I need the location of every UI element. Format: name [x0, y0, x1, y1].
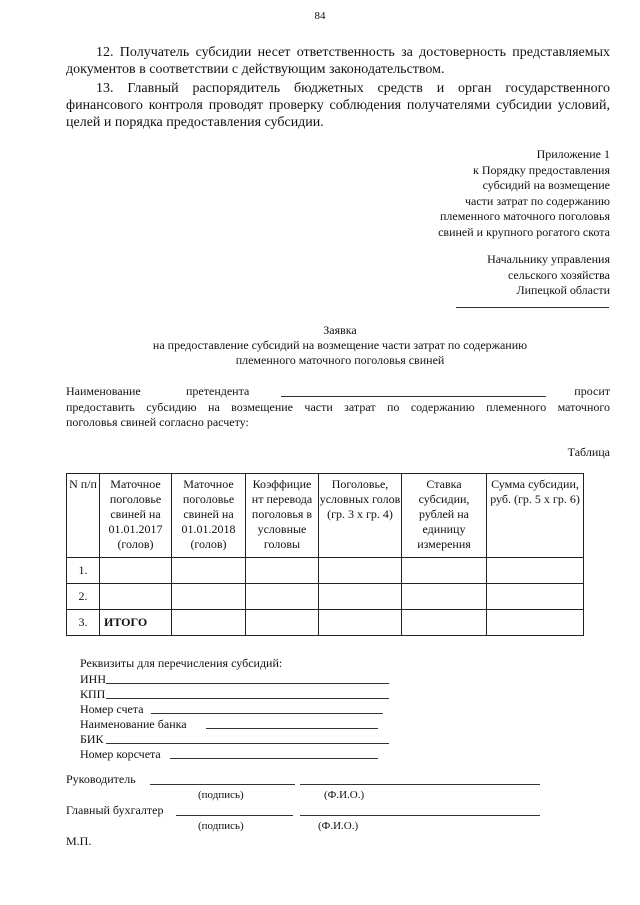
request-word: просит	[574, 384, 610, 398]
table-header: Маточное поголовье свиней на 01.01.2017 (голов)	[100, 474, 172, 558]
signature-hint: (подпись)	[198, 789, 244, 801]
table-header-row	[67, 474, 584, 558]
table-cell[interactable]	[172, 558, 246, 584]
applicant-name-field[interactable]	[281, 396, 546, 397]
requisites-title: Реквизиты для перечисления субсидий:	[80, 656, 283, 670]
request-line-3: поголовья свиней согласно расчету:	[66, 415, 249, 429]
requisite-kpp	[80, 687, 105, 702]
appendix-line: свиней и крупного рогатого скота	[438, 224, 610, 239]
table-header: N п/п	[67, 474, 100, 558]
table-cell[interactable]	[100, 558, 172, 584]
corr-account-field[interactable]	[170, 758, 378, 759]
addressee-line: Липецкой области	[516, 283, 610, 297]
table-header: Маточное поголовье свиней на 01.01.2018 (голов)	[172, 474, 246, 558]
head-label: Руководитель	[66, 772, 136, 786]
requisite-bank	[80, 717, 187, 732]
request-line-2: предоставить субсидию на возмещение части затрат по содержанию племенного маточного	[66, 400, 610, 414]
bank-name-field[interactable]	[206, 728, 378, 729]
row-number: 2.	[67, 584, 100, 610]
appendix-note	[330, 147, 610, 240]
bik-field[interactable]	[106, 743, 389, 744]
document-title	[60, 323, 620, 368]
page-number: 84	[314, 10, 326, 22]
table-cell[interactable]	[319, 610, 402, 636]
requisite-label: Номер счета	[80, 702, 144, 716]
table-cell[interactable]	[246, 584, 319, 610]
table-cell[interactable]	[402, 558, 487, 584]
row-number: 3.	[67, 610, 100, 636]
table-cell[interactable]	[487, 610, 584, 636]
requisite-account	[80, 702, 144, 717]
table-header: Поголовье, условных голов (гр. 3 x гр. 4)	[319, 474, 402, 558]
signature-hint: (подпись)	[198, 820, 244, 832]
table-header: Коэффицие нт перевода поголовья в условные головы	[246, 474, 319, 558]
paragraph-text: Получатель субсидии несет ответственность за достоверность представляемых документов в соответствии с действующим законодательством.	[66, 45, 611, 77]
appendix-line: субсидий на возмещение	[482, 178, 610, 192]
paragraph-12	[66, 44, 610, 78]
table-cell[interactable]	[402, 584, 487, 610]
requisite-label: Наименование банка	[80, 717, 187, 731]
table-cell[interactable]	[487, 584, 584, 610]
table-cell[interactable]	[319, 584, 402, 610]
account-number-field[interactable]	[151, 713, 383, 714]
requisite-corr-account	[80, 747, 161, 762]
table-header: Ставка субсидии, рублей на единицу измерения	[402, 474, 487, 558]
table-cell[interactable]	[402, 610, 487, 636]
name-hint: (Ф.И.О.)	[318, 820, 359, 832]
table-label: Таблица	[567, 445, 610, 459]
request-word: претендента	[186, 384, 250, 398]
table-cell[interactable]	[487, 558, 584, 584]
appendix-line: части затрат по содержанию	[464, 193, 610, 208]
table-cell[interactable]	[246, 610, 319, 636]
addressee-blank-line[interactable]	[456, 307, 609, 308]
title-subheading: на предоставление субсидий на возмещение части затрат по содержанию	[152, 338, 528, 352]
paragraph-number: 12.	[96, 45, 114, 60]
table-row	[67, 558, 584, 584]
requisite-label: КПП	[80, 687, 106, 701]
appendix-line: племенного маточного поголовья	[439, 209, 610, 223]
requisite-inn	[80, 672, 106, 687]
table-cell[interactable]	[172, 584, 246, 610]
addressee	[330, 252, 610, 299]
accountant-signature-field[interactable]	[176, 815, 293, 816]
head-signature-field[interactable]	[150, 784, 295, 785]
appendix-line: к Порядку предоставления	[472, 162, 610, 177]
requisite-bik	[80, 732, 104, 747]
name-hint: (Ф.И.О.)	[324, 789, 365, 801]
stamp-placeholder: М.П.	[66, 834, 92, 848]
table-header: Сумма субсидии, руб. (гр. 5 x гр. 6)	[487, 474, 584, 558]
paragraph-13	[66, 80, 610, 131]
head-name-field[interactable]	[300, 784, 540, 785]
subsidy-table	[66, 473, 584, 636]
addressee-line: Начальнику управления	[487, 252, 610, 266]
accountant-label: Главный бухгалтер	[66, 803, 164, 817]
kpp-field[interactable]	[106, 698, 389, 699]
table-cell[interactable]	[100, 584, 172, 610]
table-row-total	[67, 610, 584, 636]
table-row	[67, 584, 584, 610]
row-number: 1.	[67, 558, 100, 584]
table-cell[interactable]	[319, 558, 402, 584]
table-cell[interactable]	[246, 558, 319, 584]
requisite-label: ИНН	[80, 672, 106, 686]
title-subheading: племенного маточного поголовья свиней	[235, 353, 445, 367]
table-cell[interactable]	[172, 610, 246, 636]
inn-field[interactable]	[106, 683, 389, 684]
title-heading: Заявка	[323, 323, 357, 337]
addressee-line: сельского хозяйства	[507, 267, 610, 282]
request-word: Наименование	[66, 384, 141, 398]
total-label: ИТОГО	[100, 610, 172, 636]
requisite-label: Номер корсчета	[80, 747, 161, 761]
paragraph-number: 13.	[96, 81, 114, 96]
appendix-line: Приложение 1	[536, 147, 610, 161]
paragraph-text: Главный распорядитель бюджетных средств и орган государственного финансового контроля проводят проверку соблюдения получателями субсидии условий, целей и порядка предоставления субсидии.	[66, 81, 611, 130]
accountant-name-field[interactable]	[300, 815, 540, 816]
requisite-label: БИК	[80, 732, 104, 746]
